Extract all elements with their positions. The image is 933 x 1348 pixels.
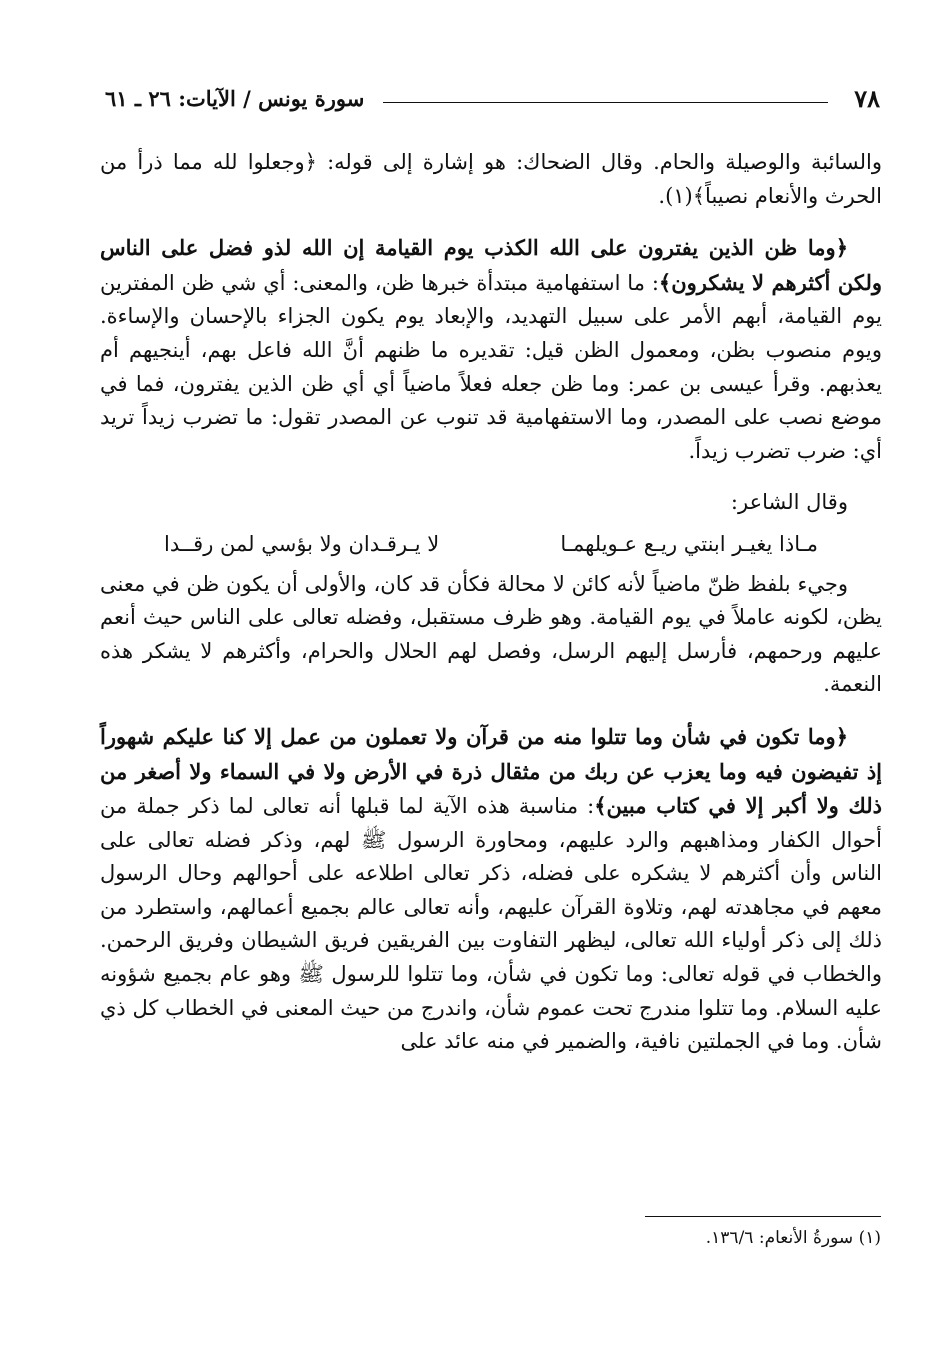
body-text: [100, 146, 882, 1059]
paragraph-2-text: وجيء بلفظ ظنّ ماضياً لأنه كائن لا محالة فكأن قد كان، والأولى أن يكون ظن في معنى يظن، لكونه عاملاً في يوم القيامة. وهو ظرف مستقبل، وفضله تعالى على الناس حيث أنعم عليهم ورحمهم، فأرسل إليهم الرسل، وفصل لهم الحلال والحرام، وأكثرهم لا يشكر هذه النعمة.: [100, 571, 882, 697]
paragraph-1: [100, 146, 882, 213]
footnote: (١) سورةُ الأنعام: ١٣٦/٦.: [705, 1228, 881, 1248]
paragraph-1-text: والسائبة والوصيلة والحام. وقال الضحاك: هو إشارة إلى قوله: ﴿وجعلوا لله مما ذرأ من الحرث والأنعام نصيباً﴾(١).: [100, 150, 882, 208]
poem-first-hemistich: مـاذا يغيـر ابنتي ريـع عـويلهمـا: [560, 531, 818, 556]
quran-verse-1: ﴿وما ظن الذين يفترون على الله الكذب يوم القيامة إن الله لذو فضل على الناس ولكن أكثرهم لا يشكرون﴾: [100, 235, 883, 295]
header-rule: [383, 102, 828, 103]
poet-intro-text: وقال الشاعر:: [730, 490, 848, 515]
running-title: سورة يونس / الآيات: ٢٦ ـ ٦١: [105, 86, 365, 111]
verse-2-commentary: : مناسبة هذه الآية لما قبلها أنه تعالى لما ذكر جملة من أحوال الكفار ومذاهبهم والرد عليهم، ومحاورة الرسول ﷺ لهم، وذكر فضله تعالى على الناس وأن أكثرهم لا يشكره على فضله، ذكر تعالى اطلاعه على أحوالهم وحال الرسول معهم في مجاهدته لهم، وتلاوة القرآن عليهم، وأنه تعالى عالم بجميع أعمالهم، واستطرد من ذلك إلى ذكر أولياء الله تعالى، ليظهر التفاوت بين الفريقين فريق الشيطان وفريق الرحمن. والخطاب في قوله تعالى: وما تكون في شأن، وما تتلوا للرسول ﷺ وهو عام بجميع شؤونه عليه السلام. وما تتلوا مندرج تحت عموم شأن، واندرج من حيث المعنى في الخطاب كل ذي شأن. وما في الجملتين نافية، والضمير في منه عائد على: [100, 794, 882, 1054]
page-number: ٧٨: [854, 84, 880, 113]
footnote-rule: [645, 1216, 881, 1217]
paragraph-verse-2: [100, 720, 882, 1059]
poem-second-hemistich: لا يـرقـدان ولا بؤسي لمن رقــدا: [164, 531, 440, 556]
page-header: [105, 82, 880, 116]
paragraph-verse-1: [100, 231, 882, 468]
poem-line: [164, 528, 818, 562]
quran-verse-2: ﴿وما تكون في شأن وما تتلوا منه من قرآن ولا تعملون من عمل إلا كنا عليكم شهوراً إذ تفيضون فيه وما يعزب عن ربك من مثقال ذرة في الأرض ولا في السماء ولا أصغر من ذلك ولا أكبر إلا في كتاب مبين﴾: [100, 723, 882, 819]
poet-intro: [100, 486, 882, 520]
paragraph-2: [100, 568, 882, 702]
verse-1-commentary: : ما استفهامية مبتدأة خبرها ظن، والمعنى: أي شي ظن المفترين يوم القيامة، أبهم الأمر على سبيل التهديد، والإبعاد يوم يكون الجزاء بالإحسان والإساءة. ويوم منصوب بظن، ومعمول الظن قيل: تقديره ما ظنهم أنَّ الله فاعل بهم، أينجيهم أم يعذبهم. وقرأ عيسى بن عمر: وما ظن جعله فعلاً ماضياً أي أي ظن الذين يفترون، فما في موضع نصب على المصدر، وما الاستفهامية قد تنوب عن المصدر تقول: ما تضرب زيداً تريد أي: ضرب تضرب زيداً.: [100, 270, 882, 463]
